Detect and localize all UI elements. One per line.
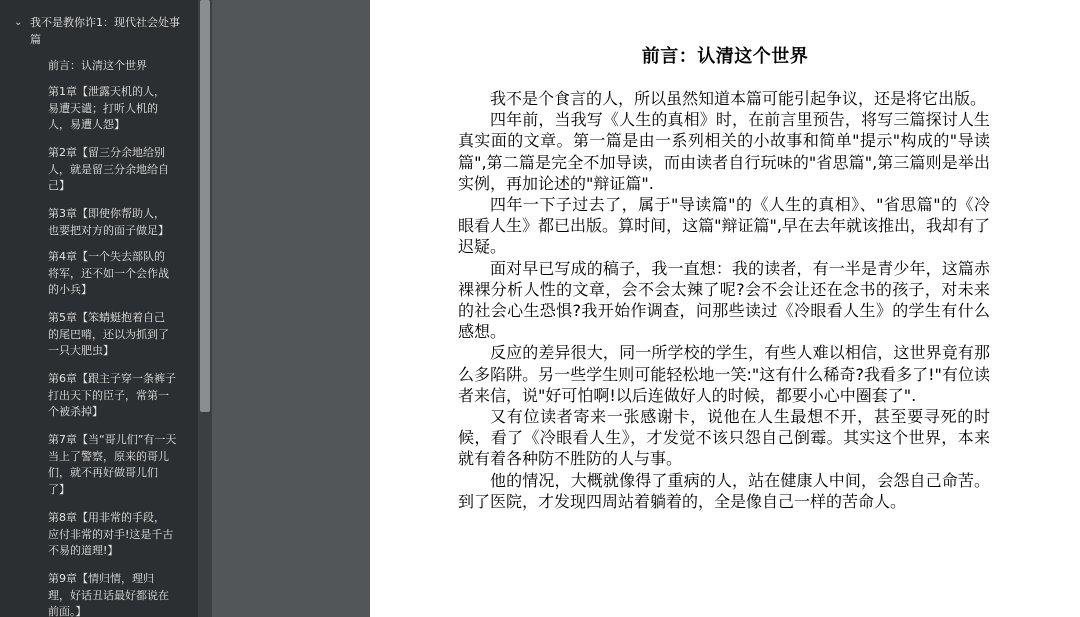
paragraph: 反应的差异很大，同一所学校的学生，有些人难以相信，这世界竟有那么多陷阱。另一些学生则可能轻松地一笑:"这有什么稀奇?我看多了!"有位读者来信，说"好可怕啊!以后连做好人的时候，都要小心中圈套了". xyxy=(458,343,990,405)
toc-item-ch8[interactable]: 第8章【用非常的手段， 应付非常的对手!这是千古 不易的道理!】 xyxy=(48,511,174,557)
toc-list xyxy=(0,0,198,617)
page-body xyxy=(458,88,990,512)
paragraph: 面对早已写成的稿子，我一直想：我的读者，有一半是青少年，这篇赤裸裸分析人性的文章，会不会太辣了呢?会不会让还在念书的孩子，对未来的社会心生恐惧?我开始作调查，问那些读过《冷眼看人生》的学生有什么感想。 xyxy=(458,258,990,342)
toc-scrollbar-thumb[interactable] xyxy=(200,0,210,412)
toc-item-ch6[interactable]: 第6章【跟主子穿一条裤子 打出天下的臣子，常第一 个被杀掉】 xyxy=(48,372,176,418)
toc-scrollbar[interactable] xyxy=(198,0,212,617)
paragraph: 他的情况，大概就像得了重病的人，站在健康人中间，会怨自己命苦。到了医院，才发现四周站着躺着的，全是像自己一样的苦命人。 xyxy=(458,470,990,511)
document-page xyxy=(370,0,1080,617)
paragraph: 我不是个食言的人，所以虽然知道本篇可能引起争议，还是将它出版。 xyxy=(490,89,987,108)
toc-item-ch5[interactable]: 第5章【笨蜻蜓抱着自己 的尾巴啃，还以为抓到了 一只大肥虫】 xyxy=(48,311,169,357)
paragraph: 又有位读者寄来一张感谢卡，说他在人生最想不开，甚至要寻死的时候，看了《冷眼看人生》，才发觉不该只怨自己倒霉。其实这个世界，本来就有着各种防不胜防的人与事。 xyxy=(458,407,990,469)
page-title: 前言：认清这个世界 xyxy=(641,46,809,67)
toc-root-item[interactable] xyxy=(14,14,184,48)
paragraph: 四年一下子过去了，属于"导读篇"的《人生的真相》、"省思篇"的《冷眼看人生》都已出版。算时间，这篇"辩证篇",早在去年就该推出，我却有了迟疑。 xyxy=(458,195,990,257)
toc-item-ch2[interactable]: 第2章【留三分余地给别 人，就是留三分余地给自 己】 xyxy=(48,146,169,192)
chevron-down-icon[interactable]: ⌄ xyxy=(14,17,23,28)
toc-root-label: 我不是教你诈1：现代社会处事篇 xyxy=(30,16,180,46)
toc-sidebar xyxy=(0,0,212,617)
document-gutter xyxy=(212,0,370,617)
toc-item-ch3[interactable]: 第3章【即使你帮助人， 也要把对方的面子做足】 xyxy=(48,207,169,237)
toc-item-ch7[interactable]: 第7章【当“哥儿们”有一天 当上了警察，原来的哥儿 们，就不再好做哥儿们 了】 xyxy=(48,433,177,496)
toc-item-ch9[interactable]: 第9章【情归情，理归 理，好话丑话最好都说在 前面。】 xyxy=(48,572,169,617)
toc-item-ch1[interactable]: 第1章【泄露天机的人， 易遭天谴；打听人机的 人，易遭人怨】 xyxy=(48,85,165,131)
paragraph: 四年前，当我写《人生的真相》时，在前言里预告，将写三篇探讨人生真实面的文章。第一篇是由一系列相关的小故事和简单"提示"构成的"导读篇",第二篇是完全不加导读，而由读者自行玩味的"省思篇",第三篇则是举出实例，再加论述的"辩证篇". xyxy=(458,110,990,193)
toc-item-preface[interactable]: 前言：认清这个世界 xyxy=(48,59,147,72)
toc-item-ch4[interactable]: 第4章【一个失去部队的 将军，还不如一个会作战 的小兵】 xyxy=(48,250,169,296)
